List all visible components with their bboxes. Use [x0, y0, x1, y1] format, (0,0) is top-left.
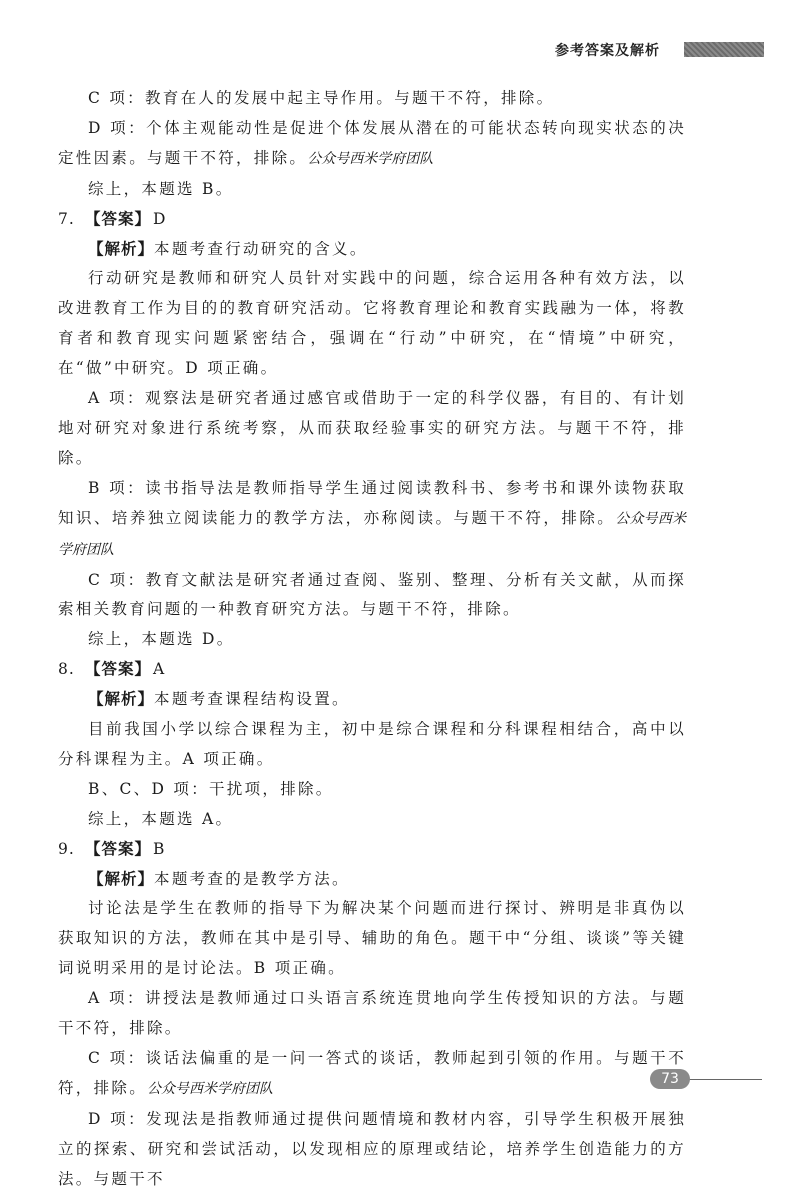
- option-d-explanation: D 项：个体主观能动性是促进个体发展从潜在的可能状态转向现实状态的决定性因素。与题干不符，排除。公众号西米学府团队: [58, 118, 686, 167]
- question-8-paragraph: 目前我国小学以综合课程为主，初中是综合课程和分科课程相结合，高中以分科课程为主。A 项正确。: [58, 720, 686, 768]
- page-header: [0, 40, 800, 60]
- page-content: [58, 84, 686, 1195]
- watermark: 公众号西米学府团队: [307, 150, 434, 167]
- summary: 综上，本题选 B。: [88, 179, 234, 198]
- header-title: 参考答案及解析: [555, 43, 660, 59]
- question-9-paragraph: D 项：发现法是指教师通过提供问题情境和教材内容，引导学生积极开展独立的探索、研究和尝试活动，以发现相应的原理或结论，培养学生创造能力的方法。与题干不: [58, 1109, 686, 1188]
- question-8-paragraph: B、C、D 项：干扰项，排除。: [88, 779, 334, 798]
- question-7-analysis: 【解析】本题考查行动研究的含义。: [88, 239, 368, 258]
- question-9-paragraph: A 项：讲授法是教师通过口头语言系统连贯地向学生传授知识的方法。与题干不符，排除。: [58, 989, 686, 1038]
- question-7-paragraph: 行动研究是教师和研究人员针对实践中的问题，综合运用各种有效方法，以改进教育工作为目的的教育研究活动。它将教育理论和教育实践融为一体，将教育者和教育现实问题紧密结合，强调在“行动”中研究，在“情境”中研究，在“做”中研究。D 项正确。: [58, 269, 686, 378]
- watermark: 公众号西米学府团队: [58, 510, 687, 558]
- question-8-answer: 8. 【答案】 A: [58, 660, 166, 679]
- question-7-answer: 7. 【答案】 D: [58, 209, 167, 228]
- watermark: 公众号西米学府团队: [147, 1080, 274, 1097]
- question-7-summary: 综上，本题选 D。: [88, 630, 235, 649]
- question-7-paragraph: C 项：教育文献法是研究者通过查阅、鉴别、整理、分析有关文献，从而探索相关教育问题的一种教育研究方法。与题干不符，排除。: [58, 570, 686, 619]
- question-9-paragraph: 讨论法是学生在教师的指导下为解决某个问题而进行探讨、辨明是非真伪以获取知识的方法，教师在其中是引导、辅助的角色。题干中“分组、谈谈”等关键词说明采用的是讨论法。B 项正确。: [58, 899, 686, 978]
- footer-rule: [686, 1079, 762, 1080]
- question-7-paragraph: A 项：观察法是研究者通过感官或借助于一定的科学仪器，有目的、有计划地对研究对象进行系统考察，从而获取经验事实的研究方法。与题干不符，排除。: [58, 389, 686, 467]
- question-7-paragraph: B 项：读书指导法是教师指导学生通过阅读教科书、参考书和课外读物获取知识、培养独立阅读能力的教学方法，亦称阅读。与题干不符，排除。公众号西米学府团队: [58, 478, 687, 558]
- question-8-summary: 综上，本题选 A。: [88, 809, 234, 828]
- option-c-explanation: C 项：教育在人的发展中起主导作用。与题干不符，排除。: [88, 89, 555, 107]
- question-9-answer: 9. 【答案】 B: [58, 839, 166, 858]
- question-9-paragraph: C 项：谈话法偏重的是一问一答式的谈话，教师起到引领的作用。与题干不符，排除。公众号西米学府团队: [58, 1049, 686, 1097]
- question-8-analysis: 【解析】本题考查课程结构设置。: [88, 690, 350, 709]
- question-9-analysis: 【解析】本题考查的是教学方法。: [88, 869, 350, 888]
- header-decoration-bar: [684, 42, 764, 57]
- page-number: 73: [650, 1069, 690, 1089]
